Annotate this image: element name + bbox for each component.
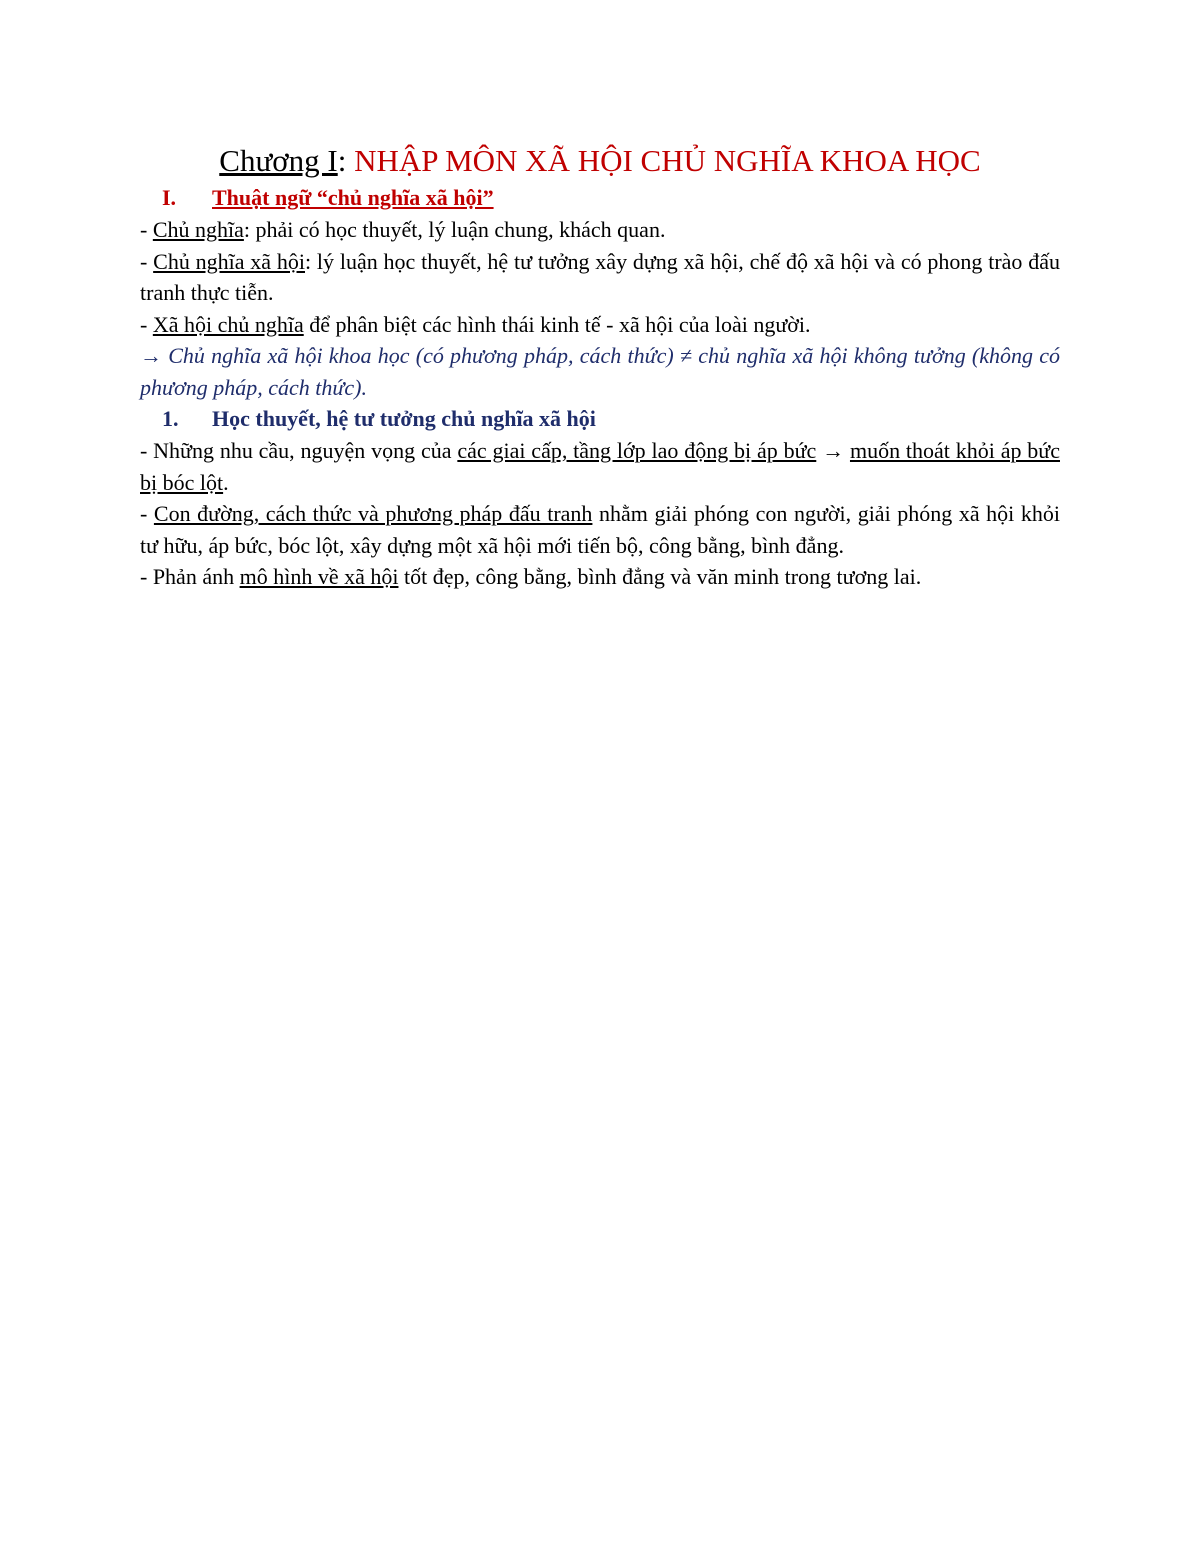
- section-number: I.: [162, 185, 177, 210]
- paragraph-nhu-cau: [140, 435, 1060, 498]
- definition-text: : phải có học thuyết, lý luận chung, khách quan.: [243, 217, 666, 242]
- underlined-phrase: các giai cấp, tầng lớp lao động bị áp bức: [457, 438, 817, 463]
- paragraph-xa-hoi-chu-nghia: [140, 309, 1060, 341]
- bullet-dash: -: [140, 248, 154, 274]
- paragraph-phan-anh: [140, 561, 1060, 593]
- term-chu-nghia: Chủ nghĩa: [152, 217, 244, 242]
- paragraph-con-duong: [140, 498, 1060, 561]
- document-content: [140, 140, 1060, 593]
- subsection-number: 1.: [162, 406, 179, 431]
- section-heading-1: [140, 182, 1060, 214]
- term-xa-hoi-chu-nghia: Xã hội chủ nghĩa: [152, 311, 304, 337]
- arrow-text: →: [816, 438, 850, 463]
- bullet-dash: -: [140, 217, 153, 242]
- section-heading-text: Thuật ngữ “chủ nghĩa xã hội”: [212, 185, 494, 210]
- text-run: .: [223, 469, 229, 495]
- comparison-note: → Chủ nghĩa xã hội khoa học (có phương pháp, cách thức) ≠ chủ nghĩa xã hội không tưởng (không có phương pháp, cách thức).: [140, 343, 1060, 400]
- chapter-colon: :: [337, 143, 347, 178]
- paragraph-chu-nghia-xa-hoi: [140, 246, 1060, 309]
- underlined-phrase: Con đường, cách thức và phương pháp đấu tranh: [153, 501, 593, 526]
- chapter-title: [140, 140, 1060, 182]
- subsection-heading-1: [140, 403, 1060, 435]
- underlined-phrase: muốn thoát khỏi áp bức bị bóc lột: [140, 438, 1060, 495]
- text-run: nhằm giải phóng con người, giải phóng xã hội khỏi tư hữu, áp bức, bóc lột, xây dựng một xã hội mới tiến bộ, công bằng, bình đẳng.: [140, 501, 1060, 558]
- definition-text: để phân biệt các hình thái kinh tế - xã hội của loài người.: [303, 311, 811, 337]
- subsection-heading-text: Học thuyết, hệ tư tưởng chủ nghĩa xã hội: [212, 406, 596, 431]
- term-chu-nghia-xa-hoi: Chủ nghĩa xã hội: [153, 248, 305, 274]
- text-run: -: [140, 501, 154, 526]
- definition-text: : lý luận học thuyết, hệ tư tưởng xây dựng xã hội, chế độ xã hội và có phong trào đấu tranh thực tiễn.: [140, 248, 1060, 305]
- chapter-prefix: Chương I: [219, 143, 338, 178]
- bullet-dash: -: [140, 311, 153, 337]
- underlined-phrase: mô hình về xã hội: [239, 564, 399, 589]
- text-run: - Những nhu cầu, nguyện vọng của: [140, 438, 458, 463]
- text-run: - Phản ánh: [140, 564, 240, 589]
- text-run: tốt đẹp, công bằng, bình đẳng và văn minh trong tương lai.: [398, 564, 922, 589]
- chapter-name: NHẬP MÔN XÃ HỘI CHỦ NGHĨA KHOA HỌC: [346, 143, 981, 178]
- paragraph-chu-nghia: [140, 214, 1060, 246]
